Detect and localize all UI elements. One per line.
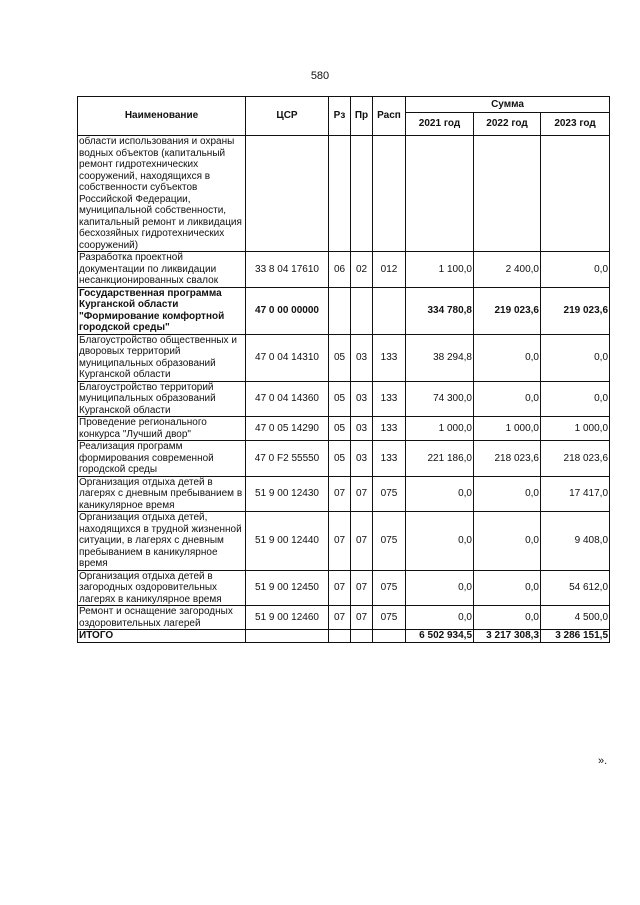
cell-csr: 47 0 04 14310 [246, 334, 329, 381]
cell-rasp [373, 136, 406, 252]
cell-rz: 07 [329, 606, 351, 630]
cell-pr: 03 [351, 441, 373, 477]
header-year-2023: 2023 год [541, 113, 610, 136]
cell-name: Благоустройство общественных и дворовых территорий муниципальных образований Курганской области [78, 334, 246, 381]
cell-pr: 02 [351, 252, 373, 288]
cell-2022: 3 217 308,3 [474, 630, 541, 643]
table-row [78, 441, 610, 477]
cell-csr: 47 0 05 14290 [246, 417, 329, 441]
cell-rz [329, 136, 351, 252]
cell-csr: 51 9 00 12430 [246, 476, 329, 512]
header-csr: ЦСР [246, 97, 329, 136]
cell-rasp [373, 287, 406, 334]
cell-rasp: 075 [373, 512, 406, 571]
cell-name: Реализация программ формирования современной городской среды [78, 441, 246, 477]
cell-2022: 0,0 [474, 512, 541, 571]
table-row [78, 334, 610, 381]
cell-csr [246, 630, 329, 643]
cell-name: Благоустройство территорий муниципальных образований Курганской области [78, 381, 246, 417]
cell-pr: 07 [351, 512, 373, 571]
cell-csr: 51 9 00 12440 [246, 512, 329, 571]
cell-2021: 1 000,0 [406, 417, 474, 441]
cell-2022: 0,0 [474, 606, 541, 630]
budget-table [77, 96, 610, 643]
table-row [78, 630, 610, 643]
cell-2021: 38 294,8 [406, 334, 474, 381]
cell-2023: 4 500,0 [541, 606, 610, 630]
table-row [78, 570, 610, 606]
cell-rz: 07 [329, 476, 351, 512]
cell-name: области использования и охраны водных объектов (капитальный ремонт гидротехнических сооружений, находящихся в собственности субъектов Российской Федерации, муниципальной собственности, капитальный ремонт и ликвидация бесхозяйных гидротехнических сооружений) [78, 136, 246, 252]
cell-rz: 05 [329, 381, 351, 417]
cell-pr [351, 136, 373, 252]
cell-2022: 0,0 [474, 570, 541, 606]
table-row [78, 606, 610, 630]
header-rasp: Расп [373, 97, 406, 136]
cell-pr: 07 [351, 570, 373, 606]
table-row [78, 381, 610, 417]
cell-2022: 0,0 [474, 381, 541, 417]
cell-pr: 03 [351, 381, 373, 417]
cell-2021 [406, 136, 474, 252]
cell-2021: 0,0 [406, 476, 474, 512]
table-row [78, 512, 610, 571]
cell-2023 [541, 136, 610, 252]
cell-2023: 9 408,0 [541, 512, 610, 571]
cell-2021: 1 100,0 [406, 252, 474, 288]
cell-rasp: 133 [373, 417, 406, 441]
cell-2023: 3 286 151,5 [541, 630, 610, 643]
cell-rz: 05 [329, 441, 351, 477]
header-year-2022: 2022 год [474, 113, 541, 136]
cell-2023: 17 417,0 [541, 476, 610, 512]
cell-rz [329, 287, 351, 334]
cell-2022: 1 000,0 [474, 417, 541, 441]
cell-name: Ремонт и оснащение загородных оздоровительных лагерей [78, 606, 246, 630]
header-name: Наименование [78, 97, 246, 136]
cell-2021: 334 780,8 [406, 287, 474, 334]
cell-2023: 0,0 [541, 381, 610, 417]
cell-pr [351, 287, 373, 334]
cell-2023: 1 000,0 [541, 417, 610, 441]
cell-rasp [373, 630, 406, 643]
cell-name: Организация отдыха детей в лагерях с дневным пребыванием в каникулярное время [78, 476, 246, 512]
closing-quote-mark: ». [598, 755, 608, 767]
cell-2023: 219 023,6 [541, 287, 610, 334]
cell-2023: 54 612,0 [541, 570, 610, 606]
table-row [78, 252, 610, 288]
table-row [78, 476, 610, 512]
cell-rasp: 075 [373, 476, 406, 512]
page-number: 580 [310, 70, 330, 82]
cell-name: ИТОГО [78, 630, 246, 643]
cell-2022: 219 023,6 [474, 287, 541, 334]
cell-pr [351, 630, 373, 643]
header-year-2021: 2021 год [406, 113, 474, 136]
cell-2021: 0,0 [406, 570, 474, 606]
cell-2021: 6 502 934,5 [406, 630, 474, 643]
cell-csr [246, 136, 329, 252]
cell-rz: 07 [329, 570, 351, 606]
cell-name: Разработка проектной документации по ликвидации несанкционированных свалок [78, 252, 246, 288]
cell-2022: 218 023,6 [474, 441, 541, 477]
cell-csr: 47 0 00 00000 [246, 287, 329, 334]
cell-rz: 07 [329, 512, 351, 571]
cell-csr: 47 0 04 14360 [246, 381, 329, 417]
cell-2023: 0,0 [541, 252, 610, 288]
cell-2022: 0,0 [474, 476, 541, 512]
cell-rz [329, 630, 351, 643]
header-sum: Сумма [406, 97, 610, 113]
cell-2022: 0,0 [474, 334, 541, 381]
cell-csr: 51 9 00 12450 [246, 570, 329, 606]
cell-csr: 47 0 F2 55550 [246, 441, 329, 477]
cell-pr: 03 [351, 334, 373, 381]
cell-2023: 0,0 [541, 334, 610, 381]
header-pr: Пр [351, 97, 373, 136]
cell-2021: 0,0 [406, 606, 474, 630]
cell-pr: 03 [351, 417, 373, 441]
cell-rasp: 012 [373, 252, 406, 288]
cell-rz: 06 [329, 252, 351, 288]
cell-csr: 33 8 04 17610 [246, 252, 329, 288]
cell-name: Организация отдыха детей, находящихся в трудной жизненной ситуации, в лагерях с дневным пребыванием в каникулярное время [78, 512, 246, 571]
header-rz: Рз [329, 97, 351, 136]
cell-rasp: 133 [373, 381, 406, 417]
cell-rasp: 075 [373, 606, 406, 630]
cell-pr: 07 [351, 606, 373, 630]
cell-pr: 07 [351, 476, 373, 512]
cell-rasp: 133 [373, 334, 406, 381]
cell-rasp: 075 [373, 570, 406, 606]
table-body [78, 136, 610, 643]
table-row [78, 136, 610, 252]
cell-2021: 221 186,0 [406, 441, 474, 477]
cell-name: Проведение регионального конкурса "Лучший двор" [78, 417, 246, 441]
cell-2021: 74 300,0 [406, 381, 474, 417]
table-row [78, 417, 610, 441]
cell-csr: 51 9 00 12460 [246, 606, 329, 630]
cell-rasp: 133 [373, 441, 406, 477]
cell-2022: 2 400,0 [474, 252, 541, 288]
cell-2023: 218 023,6 [541, 441, 610, 477]
table-row [78, 287, 610, 334]
cell-2021: 0,0 [406, 512, 474, 571]
cell-rz: 05 [329, 334, 351, 381]
cell-name: Организация отдыха детей в загородных оздоровительных лагерях в каникулярное время [78, 570, 246, 606]
cell-name: Государственная программа Курганской области "Формирование комфортной городской среды" [78, 287, 246, 334]
cell-rz: 05 [329, 417, 351, 441]
cell-2022 [474, 136, 541, 252]
